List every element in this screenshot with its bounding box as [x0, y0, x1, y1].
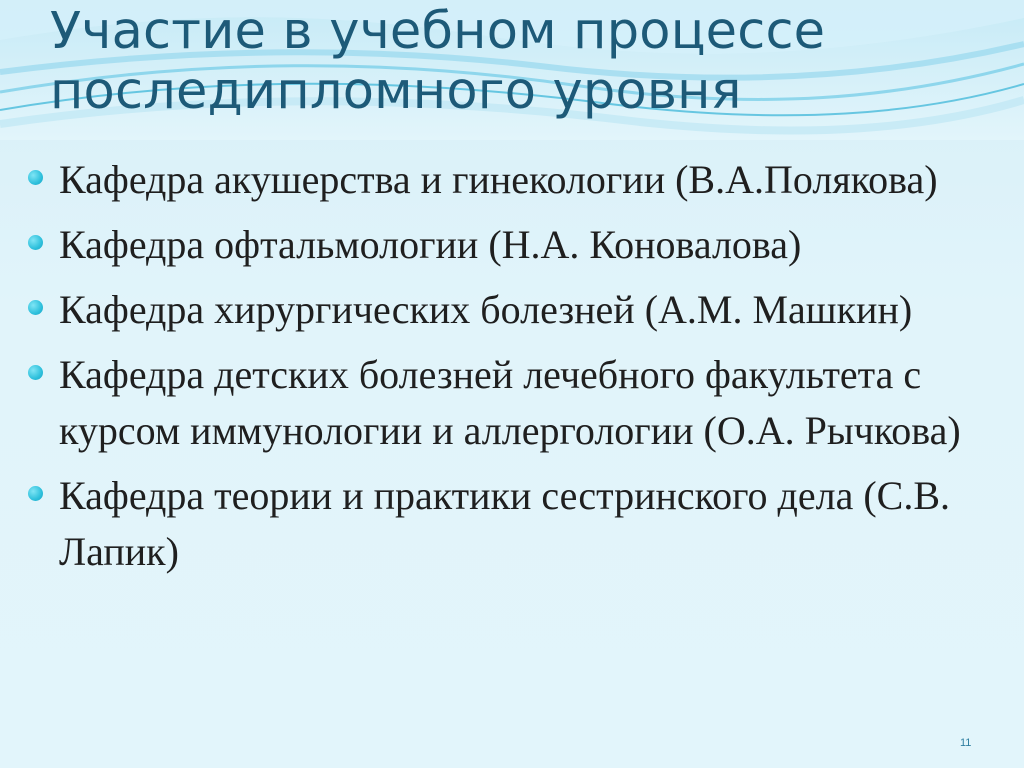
bullet-dot-icon	[28, 170, 43, 185]
bullet-dot-icon	[28, 235, 43, 250]
list-item-text: Кафедра детских болезней лечебного факультета с курсом иммунологии и аллергологии (О.А. Рычкова)	[59, 352, 961, 453]
list-item-text: Кафедра хирургических болезней (А.М. Машкин)	[59, 287, 913, 332]
list-item	[28, 217, 978, 273]
department-list	[28, 152, 978, 589]
bullet-dot-icon	[28, 486, 43, 501]
slide-title	[50, 2, 990, 122]
slide-title-line-2: последипломного уровня	[50, 62, 742, 121]
list-item	[28, 282, 978, 338]
slide-title-line-1: Участие в учебном процессе	[50, 2, 826, 61]
list-item	[28, 468, 978, 580]
list-item	[28, 347, 978, 459]
list-item-text: Кафедра теории и практики сестринского дела (С.В. Лапик)	[59, 473, 950, 574]
bullet-dot-icon	[28, 300, 43, 315]
page-number: 11	[960, 737, 972, 749]
list-item-text: Кафедра офтальмологии (Н.А. Коновалова)	[59, 222, 802, 267]
list-item	[28, 152, 978, 208]
list-item-text: Кафедра акушерства и гинекологии (В.А.Полякова)	[59, 157, 938, 202]
bullet-dot-icon	[28, 365, 43, 380]
